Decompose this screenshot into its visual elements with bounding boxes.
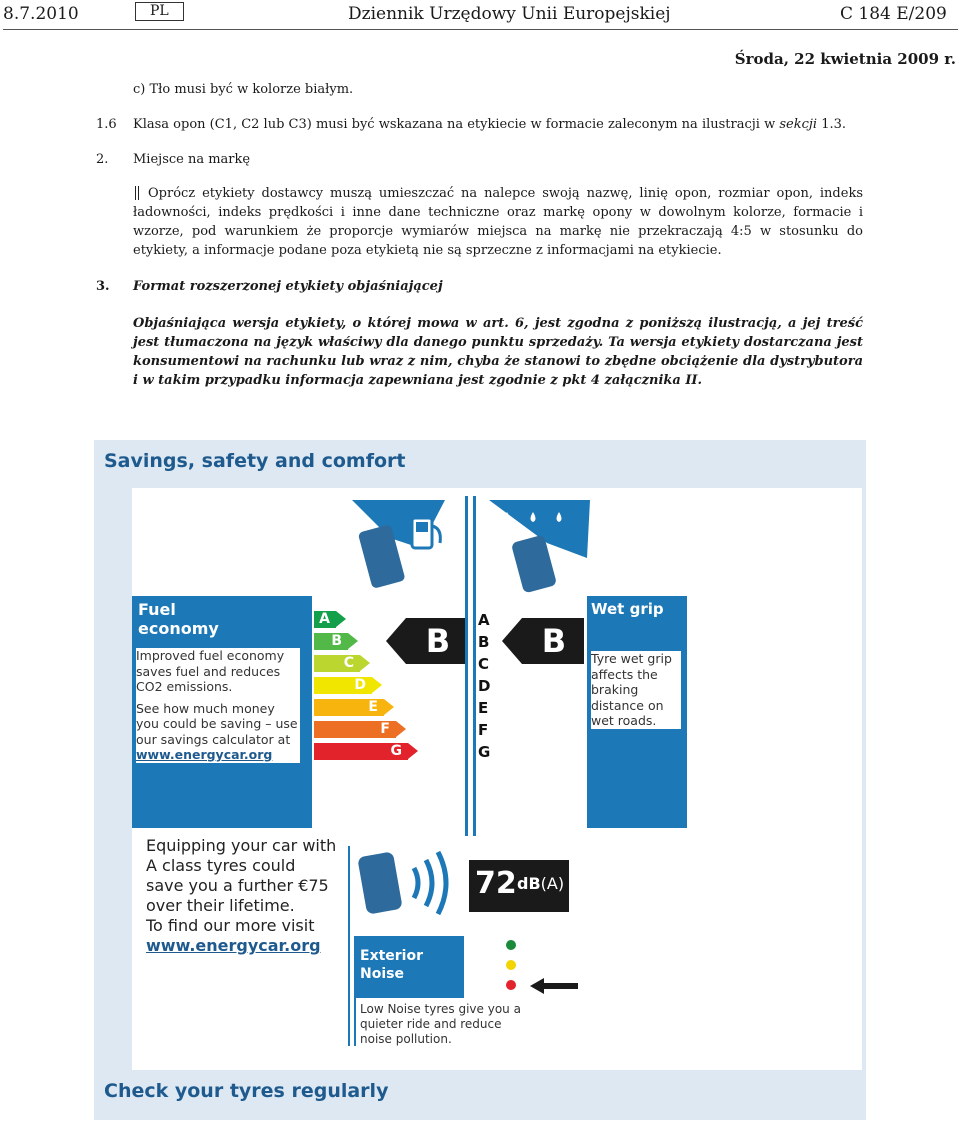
wet-grade-e: E xyxy=(478,699,489,717)
wet-grade-g: G xyxy=(478,743,491,761)
wet-selected-grade: B xyxy=(541,622,567,660)
wet-grade-d: D xyxy=(478,677,491,695)
header-reference: C 184 E/209 xyxy=(840,4,947,24)
promo-line: save you a further €75 xyxy=(146,876,329,895)
header-language-box: PL xyxy=(135,2,184,21)
noise-dot-red xyxy=(506,980,516,990)
panel-divider xyxy=(473,496,476,836)
list-item-c: c) Tło musi być w kolorze białym. xyxy=(133,82,354,97)
wet-grade-a: A xyxy=(478,611,490,629)
wet-grade-b: B xyxy=(478,633,490,651)
noise-icon xyxy=(354,846,464,941)
noise-divider xyxy=(348,846,350,1046)
noise-unit-rest: (A) xyxy=(540,874,565,893)
promo-line: Equipping your car with xyxy=(146,836,337,855)
promo-line: To find our more visit xyxy=(146,916,315,935)
noise-dot-yellow xyxy=(506,960,516,970)
fuel-text-1: Improved fuel economy saves fuel and reduces CO2 emissions. xyxy=(136,648,285,694)
fuel-grade-g: G xyxy=(314,743,408,760)
noise-value-box xyxy=(469,860,569,912)
fuel-title-2: economy xyxy=(138,619,219,638)
item-text-italic: sekcji xyxy=(779,117,818,132)
noise-title-1: Exterior xyxy=(360,948,424,964)
wet-grip-description: Tyre wet grip affects the braking distance on wet roads. xyxy=(591,651,681,729)
fuel-grade-e: E xyxy=(314,699,384,716)
item-text-part: Klasa opon (C1, C2 lub C3) musi być wskazana na etykiecie w formacie zaleconym na ilustracji w xyxy=(133,117,780,132)
noise-unit xyxy=(517,874,564,893)
fuel-link[interactable]: www.energycar.org xyxy=(136,747,273,762)
fuel-selected-grade: B xyxy=(425,622,451,660)
panel-divider xyxy=(465,496,468,836)
fuel-text-2: See how much money you could be saving – use our savings calculator at xyxy=(136,700,298,747)
label-top-title: Savings, safety and comfort xyxy=(104,450,406,472)
section-number: 2. xyxy=(96,152,109,167)
section-title: Miejsce na markę xyxy=(133,152,251,167)
label-main-panel xyxy=(132,488,862,1070)
header-journal-title: Dziennik Urzędowy Unii Europejskiej xyxy=(348,4,671,24)
promo-link[interactable]: www.energycar.org xyxy=(146,936,321,955)
wet-grip-title: Wet grip xyxy=(591,600,664,618)
fuel-rating-arrow xyxy=(386,618,468,664)
noise-dot-green xyxy=(506,940,516,950)
fuel-pump-icon xyxy=(350,498,450,593)
wet-grade-c: C xyxy=(478,655,490,673)
promo-line: over their lifetime. xyxy=(146,896,295,915)
noise-description: Low Noise tyres give you a quieter ride and reduce noise pollution. xyxy=(360,1002,521,1046)
item-number: 1.6 xyxy=(96,117,117,132)
fuel-title-1: Fuel xyxy=(138,600,176,619)
fuel-grade-b: B xyxy=(314,633,348,650)
promo-line: A class tyres could xyxy=(146,856,296,875)
promo-text xyxy=(146,836,336,956)
label-figure xyxy=(94,440,866,1120)
header-date: 8.7.2010 xyxy=(3,4,79,24)
item-text xyxy=(133,115,846,134)
session-date: Środa, 22 kwietnia 2009 r. xyxy=(734,50,956,68)
section-number: 3. xyxy=(96,279,110,294)
fuel-grade-f: F xyxy=(314,721,396,738)
explanatory-paragraph: Objaśniająca wersja etykiety, o której mowa w art. 6, jest zgodna z poniższą ilustracją, a jej treść jest tłumaczona na język właściwy dla danego punktu sprzedaży. Ta wersja etykiety dostarczana jest konsumentowi na rachunku lub wraz z nim, chyba że stanowi to zbędne obciążenie dla dystrybutora i w takim przypadku informacja zapewniana jest zgodnie z pkt 4 załącznika II. xyxy=(133,316,863,388)
noise-pointer-arrow xyxy=(530,976,580,996)
fuel-grade-d: D xyxy=(314,677,372,694)
item-text-end: 1.3. xyxy=(817,117,847,132)
fuel-description xyxy=(136,648,300,763)
header-rule xyxy=(3,29,958,30)
noise-unit-bold: dB xyxy=(517,874,541,893)
section-title: Format rozszerzonej etykiety objaśniającej xyxy=(133,279,443,294)
brand-paragraph: Oprócz etykiety dostawcy muszą umieszczać na nalepce swoją nazwę, linię opon, rozmiar opon, indeks ładowności, indeks prędkości i inne dane techniczne oraz markę opony w dowolnym kolorze, formacie i wzorze, pod warunkiem że proporcje wymiarów miejsca na markę nie przekraczają 4:5 w stosunku do etykiety, a informacje podane poza etykietą nie są sprzeczne z informacjami na etykiecie. xyxy=(133,186,863,258)
fuel-grade-a: A xyxy=(314,611,336,628)
wet-grade-f: F xyxy=(478,721,489,739)
fuel-grade-c: C xyxy=(314,655,360,672)
wet-rating-arrow xyxy=(502,618,584,664)
label-bottom-title: Check your tyres regularly xyxy=(104,1080,389,1102)
noise-title-2: Noise xyxy=(360,966,404,982)
rain-drops-icon xyxy=(487,498,592,593)
noise-value: 72 xyxy=(475,866,517,901)
